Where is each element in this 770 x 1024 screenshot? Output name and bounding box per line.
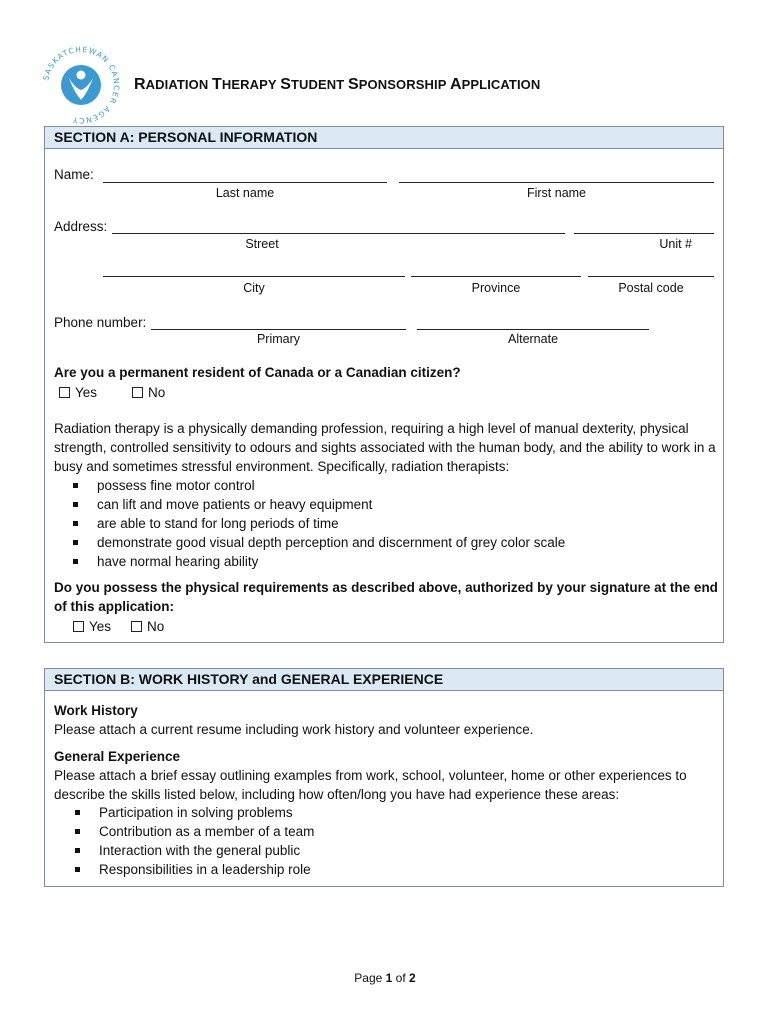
residency-no-option[interactable]: No bbox=[132, 385, 165, 400]
alternate-caption: Alternate bbox=[507, 332, 559, 346]
checkbox-icon[interactable] bbox=[131, 621, 142, 632]
list-item: Participation in solving problems bbox=[73, 803, 673, 822]
list-item: Responsibilities in a leadership role bbox=[73, 860, 673, 879]
list-item: can lift and move patients or heavy equipment bbox=[71, 495, 671, 514]
title-part: SPONSORSHIP bbox=[348, 76, 450, 93]
skills-list bbox=[73, 803, 673, 879]
primary-caption: Primary bbox=[256, 332, 301, 346]
logo-figure-head bbox=[77, 71, 86, 80]
last-name-field[interactable] bbox=[103, 182, 387, 183]
list-item: are able to stand for long periods of time bbox=[71, 514, 671, 533]
cancer-agency-logo bbox=[40, 44, 122, 126]
section-a-personal-information bbox=[44, 126, 724, 643]
alternate-phone-field[interactable] bbox=[417, 329, 649, 330]
checkbox-icon[interactable] bbox=[132, 387, 143, 398]
section-b-work-history bbox=[44, 668, 724, 887]
title-part: STUDENT bbox=[280, 76, 348, 93]
list-item: Contribution as a member of a team bbox=[73, 822, 673, 841]
residency-question: Are you a permanent resident of Canada or a Canadian citizen? bbox=[54, 365, 461, 380]
page-number: Page 1 of 2 bbox=[354, 971, 416, 985]
section-a-heading: SECTION A: PERSONAL INFORMATION bbox=[45, 127, 723, 149]
address-label: Address: bbox=[54, 219, 108, 234]
city-caption: City bbox=[243, 281, 265, 295]
checkbox-icon[interactable] bbox=[59, 387, 70, 398]
general-experience-text: Please attach a brief essay outlining examples from work, school, volunteer, home or other experiences to describe the skills listed below, including how often/long you have had experience these areas: bbox=[54, 768, 687, 802]
province-field[interactable] bbox=[411, 276, 581, 277]
checkbox-icon[interactable] bbox=[73, 621, 84, 632]
requirements-list bbox=[71, 476, 671, 571]
unit-field[interactable] bbox=[574, 233, 714, 234]
last-name-caption: Last name bbox=[215, 186, 275, 200]
physical-demands-paragraph: Radiation therapy is a physically demanding profession, requiring a high level of manual dexterity, physical strength, controlled sensitivity to odours and sights associated with the human body, and the ability to work in a busy and sometimes stressful environment. Specifically, radiation therapists: bbox=[54, 421, 716, 474]
province-caption: Province bbox=[471, 281, 521, 295]
name-label: Name: bbox=[54, 167, 94, 182]
logo-ring-text: SASKATCHEWAN CANCER AGENCY bbox=[41, 44, 122, 126]
general-experience-title: General Experience bbox=[54, 749, 181, 764]
postal-code-caption: Postal code bbox=[618, 281, 684, 295]
phone-label: Phone number: bbox=[54, 315, 147, 330]
first-name-caption: First name bbox=[526, 186, 587, 200]
city-field[interactable] bbox=[103, 276, 405, 277]
street-caption: Street bbox=[245, 237, 279, 251]
title-part: RADIATION bbox=[134, 76, 213, 93]
primary-phone-field[interactable] bbox=[151, 329, 406, 330]
street-field[interactable] bbox=[112, 233, 565, 234]
list-item: Interaction with the general public bbox=[73, 841, 673, 860]
list-item: demonstrate good visual depth perception and discernment of grey color scale bbox=[71, 533, 671, 552]
residency-yes-option[interactable]: Yes bbox=[59, 385, 97, 400]
page-title bbox=[134, 76, 540, 94]
work-history-title: Work History bbox=[54, 703, 138, 718]
section-b-heading: SECTION B: WORK HISTORY and GENERAL EXPERIENCE bbox=[45, 669, 723, 691]
postal-code-field[interactable] bbox=[588, 276, 714, 277]
title-part: THERAPY bbox=[212, 76, 281, 93]
unit-caption: Unit # bbox=[659, 237, 692, 251]
work-history-text: Please attach a current resume including work history and volunteer experience. bbox=[54, 722, 534, 737]
first-name-field[interactable] bbox=[399, 182, 714, 183]
list-item: possess fine motor control bbox=[71, 476, 671, 495]
title-part: APPLICATION bbox=[449, 76, 541, 93]
list-item: have normal hearing ability bbox=[71, 552, 671, 571]
physical-requirements-question: Do you possess the physical requirements as described above, authorized by your signature at the end of this application: bbox=[54, 580, 718, 614]
physical-yes-option[interactable]: Yes bbox=[73, 619, 111, 634]
physical-no-option[interactable]: No bbox=[131, 619, 164, 634]
